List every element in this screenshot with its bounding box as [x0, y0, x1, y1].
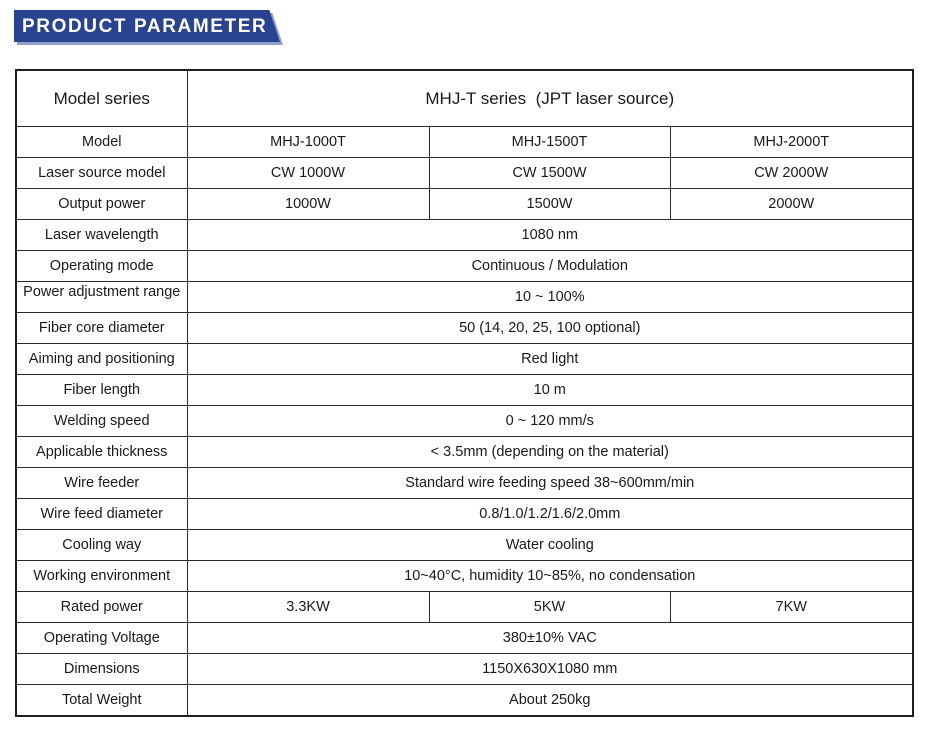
table-row [16, 251, 913, 282]
section-banner [14, 10, 282, 44]
table-row [16, 344, 913, 375]
cell-value: 10~40°C, humidity 10~85%, no condensation [187, 561, 913, 592]
row-label: Output power [16, 189, 187, 220]
cell-value: CW 1000W [187, 158, 429, 189]
table-row [16, 437, 913, 468]
row-label: Laser source model [16, 158, 187, 189]
row-label: Laser wavelength [16, 220, 187, 251]
table-row [16, 561, 913, 592]
cell-value: Red light [187, 344, 913, 375]
cell-value: MHJ-1000T [187, 127, 429, 158]
row-label: Working environment [16, 561, 187, 592]
cell-value: 380±10% VAC [187, 623, 913, 654]
cell-value: 10 ~ 100% [187, 282, 913, 313]
table-row [16, 220, 913, 251]
cell-value: 1150X630X1080 mm [187, 654, 913, 685]
row-label: Wire feed diameter [16, 499, 187, 530]
row-label: Fiber length [16, 375, 187, 406]
cell-value: Standard wire feeding speed 38~600mm/min [187, 468, 913, 499]
cell-value: 5KW [429, 592, 670, 623]
row-label: Fiber core diameter [16, 313, 187, 344]
table-row [16, 654, 913, 685]
cell-value: 10 m [187, 375, 913, 406]
cell-value: Water cooling [187, 530, 913, 561]
cell-value: 3.3KW [187, 592, 429, 623]
table-row [16, 623, 913, 654]
table-row [16, 592, 913, 623]
table-row [16, 313, 913, 344]
row-label: Operating mode [16, 251, 187, 282]
cell-value: 0.8/1.0/1.2/1.6/2.0mm [187, 499, 913, 530]
table-row [16, 685, 913, 717]
row-label-text: Power adjustment range [23, 283, 181, 300]
cell-value: 1080 nm [187, 220, 913, 251]
cell-value: 7KW [670, 592, 913, 623]
table-row [16, 375, 913, 406]
product-parameter-table [15, 69, 914, 717]
cell-value: 1500W [429, 189, 670, 220]
table-row [16, 468, 913, 499]
row-label: Cooling way [16, 530, 187, 561]
row-label: Operating Voltage [16, 623, 187, 654]
row-label: Aiming and positioning [16, 344, 187, 375]
cell-value: < 3.5mm (depending on the material) [187, 437, 913, 468]
cell-value: Continuous / Modulation [187, 251, 913, 282]
table-row [16, 406, 913, 437]
cell-value: 50 (14, 20, 25, 100 optional) [187, 313, 913, 344]
row-label [16, 282, 187, 313]
cell-value: 0 ~ 120 mm/s [187, 406, 913, 437]
table-row [16, 499, 913, 530]
row-label: Rated power [16, 592, 187, 623]
table-row [16, 158, 913, 189]
row-label: Dimensions [16, 654, 187, 685]
row-label: Wire feeder [16, 468, 187, 499]
cell-value: MHJ-2000T [670, 127, 913, 158]
table-row [16, 282, 913, 313]
model-series-value: MHJ-T series (JPT laser source) [187, 70, 913, 127]
table-row [16, 189, 913, 220]
cell-value: About 250kg [187, 685, 913, 717]
table-row [16, 530, 913, 561]
cell-value: CW 1500W [429, 158, 670, 189]
section-title: PRODUCT PARAMETER [22, 16, 268, 37]
table-row [16, 127, 913, 158]
row-label: Total Weight [16, 685, 187, 717]
table-header-row [16, 70, 913, 127]
cell-value: MHJ-1500T [429, 127, 670, 158]
row-label: Welding speed [16, 406, 187, 437]
row-label: Applicable thickness [16, 437, 187, 468]
cell-value: 2000W [670, 189, 913, 220]
row-label: Model [16, 127, 187, 158]
cell-value: CW 2000W [670, 158, 913, 189]
model-series-label: Model series [16, 70, 187, 127]
cell-value: 1000W [187, 189, 429, 220]
